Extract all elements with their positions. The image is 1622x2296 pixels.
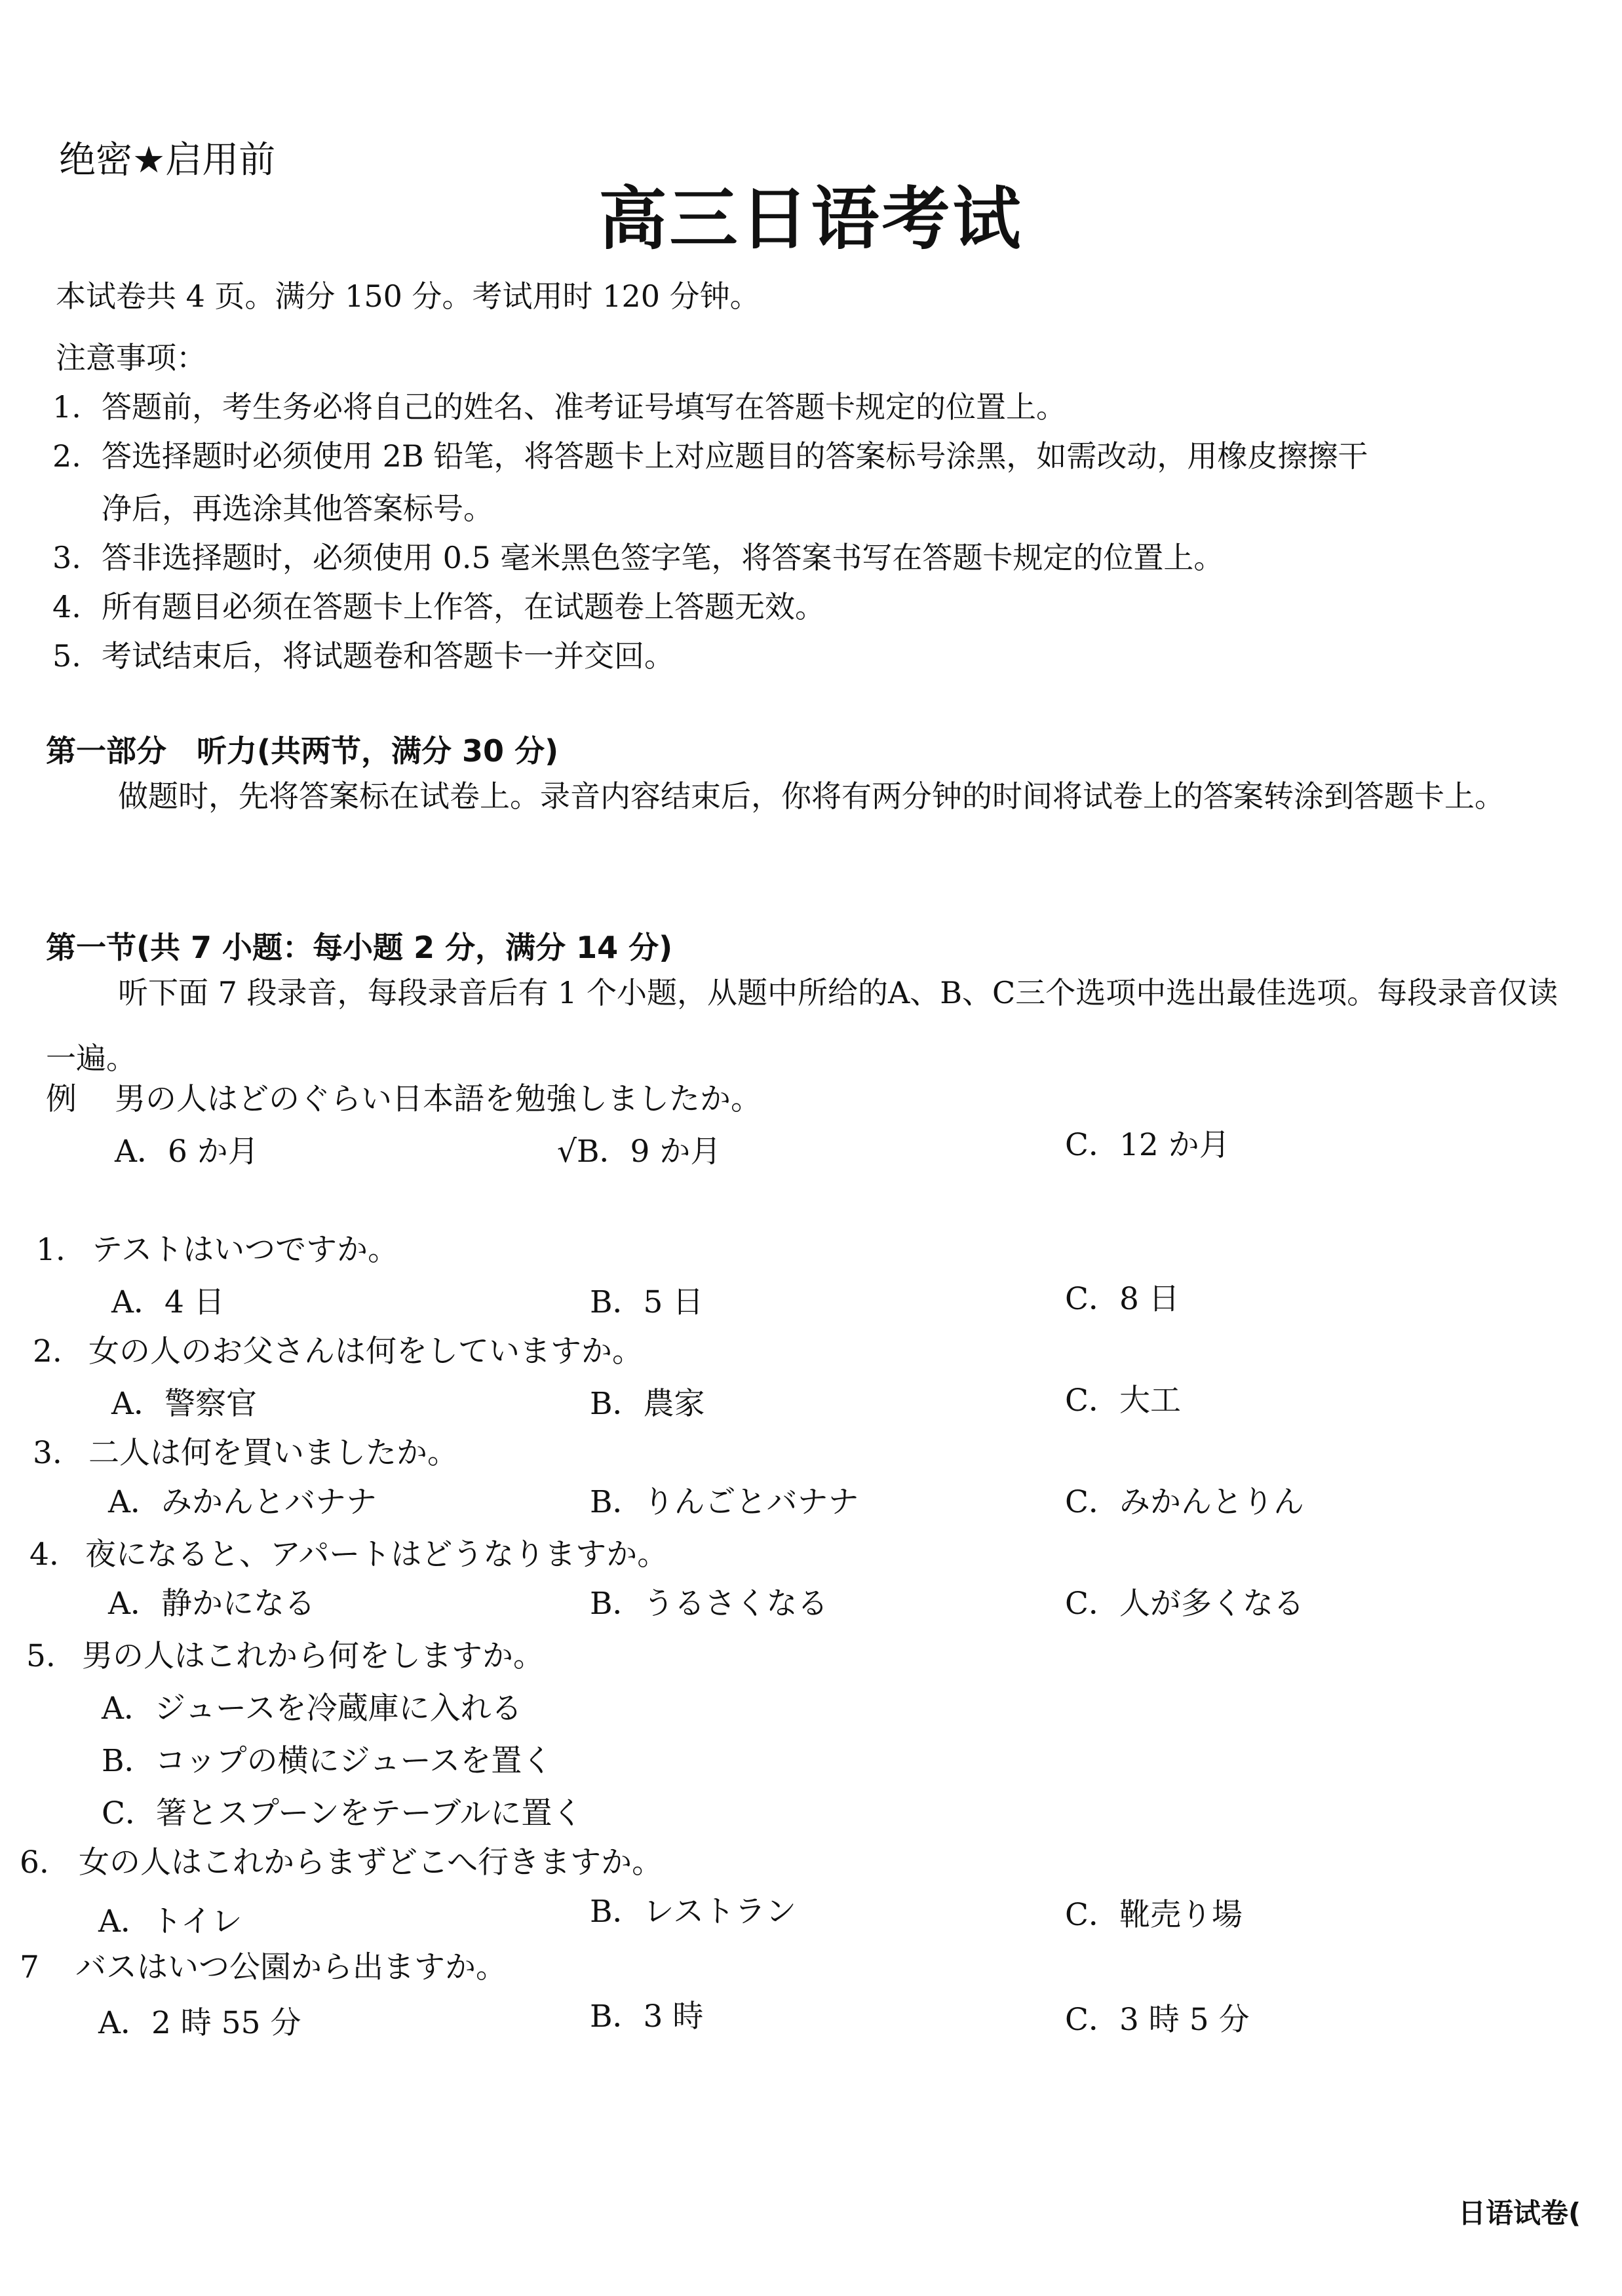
note-number: 4. <box>52 589 81 624</box>
q5-option-a: A．ジュースを冷蔵庫に入れる <box>102 1691 522 1727</box>
q7-option-a: A．2 時 55 分 <box>98 2005 301 2041</box>
page-footer: 日语试卷( <box>1458 2197 1581 2229</box>
q7-option-c: C．3 時 5 分 <box>1065 2002 1250 2038</box>
exam-intro: 本试卷共 4 页。满分 150 分。考试用时 120 分钟。 <box>56 278 760 314</box>
note-item-5 <box>52 632 674 676</box>
q6-option-c: C．靴売り場 <box>1065 1897 1243 1933</box>
note-number: 1. <box>52 389 81 425</box>
example-option-a: A．6 か月 <box>115 1134 259 1170</box>
note-item-1 <box>52 383 1066 427</box>
section1-heading: 第一节(共 7 小题：每小题 2 分，满分 14 分) <box>46 930 673 965</box>
question-number: 2. <box>33 1333 62 1369</box>
q1-option-b: B．5 日 <box>590 1284 704 1320</box>
question-number: 4. <box>29 1537 59 1573</box>
note-text: 考试结束后，将试题卷和答题卡一并交回。 <box>102 638 674 674</box>
q4-option-c: C．人が多くなる <box>1065 1586 1304 1622</box>
question-7 <box>20 1943 507 1987</box>
part1-instruction: 做题时，先将答案标在试卷上。录音内容结束后，你将有两分钟的时间将试卷上的答案转涂到答题卡上。 <box>118 778 1505 814</box>
q4-option-b: B．うるさくなる <box>590 1586 828 1622</box>
example-question <box>46 1075 762 1119</box>
q4-option-a: A．静かになる <box>108 1586 315 1622</box>
question-1 <box>36 1225 398 1269</box>
note-item-4 <box>52 583 825 626</box>
question-number: 5. <box>26 1638 56 1674</box>
note-number: 5. <box>52 638 81 674</box>
note-text: 答题前，考生务必将自己的姓名、准考证号填写在答题卡规定的位置上。 <box>102 389 1066 425</box>
note-number: 2. <box>52 438 81 474</box>
question-number: 7 <box>20 1949 39 1985</box>
note-text: 答非选择题时，必须使用 0.5 毫米黑色签字笔，将答案书写在答题卡规定的位置上。 <box>102 540 1224 575</box>
question-text: テストはいつですか。 <box>92 1232 399 1268</box>
question-number: 3. <box>33 1435 62 1471</box>
question-text: 夜になると、アパートはどうなりますか。 <box>85 1537 668 1573</box>
exam-title: 高三日语考试 <box>598 179 1024 259</box>
q3-option-a: A．みかんとバナナ <box>108 1484 377 1520</box>
question-text: 女の人のお父さんは何をしていますか。 <box>88 1333 643 1369</box>
question-text: 男の人はこれから何をしますか。 <box>82 1638 544 1674</box>
question-3 <box>33 1428 458 1472</box>
note-text: 所有题目必须在答题卡上作答，在试题卷上答题无效。 <box>102 589 825 624</box>
q1-option-c: C．8 日 <box>1065 1281 1180 1317</box>
question-6 <box>20 1838 663 1882</box>
question-4 <box>29 1530 668 1574</box>
example-option-c: C．12 か月 <box>1065 1127 1230 1163</box>
question-text: 男の人はどのぐらい日本語を勉強しましたか。 <box>115 1081 762 1117</box>
q2-option-a: A．警察官 <box>111 1386 257 1422</box>
note-text: 答选择题时必须使用 2B 铅笔，将答题卡上对应题目的答案标号涂黑，如需改动，用橡皮擦擦干 <box>102 438 1368 474</box>
q6-option-b: B．レストラン <box>590 1894 797 1930</box>
q7-option-b: B．3 時 <box>590 1999 704 2035</box>
q1-option-a: A．4 日 <box>111 1284 225 1320</box>
q2-option-b: B．農家 <box>590 1386 705 1422</box>
question-text: 女の人はこれからまずどこへ行きますか。 <box>79 1845 663 1881</box>
part1-heading: 第一部分 听力(共两节，满分 30 分) <box>46 733 559 769</box>
q6-option-a: A．トイレ <box>98 1904 242 1940</box>
note-item-2-continued: 净后，再选涂其他答案标号。 <box>102 491 493 526</box>
notes-heading: 注意事项： <box>56 340 206 375</box>
q2-option-c: C．大工 <box>1065 1383 1181 1419</box>
q5-option-b: B．コップの横にジュースを置く <box>102 1743 553 1779</box>
question-text: バスはいつ公園から出ますか。 <box>75 1949 507 1985</box>
example-option-b: √B．9 か月 <box>557 1134 722 1170</box>
q5-option-c: C．箸とスプーンをテーブルに置く <box>102 1795 583 1831</box>
example-label: 例 <box>46 1081 77 1117</box>
question-text: 二人は何を買いましたか。 <box>88 1435 458 1471</box>
question-number: 6. <box>20 1845 49 1881</box>
note-item-3 <box>52 534 1224 577</box>
q3-option-c: C．みかんとりん <box>1065 1484 1304 1520</box>
question-2 <box>33 1327 643 1371</box>
question-number: 1. <box>36 1232 66 1268</box>
q3-option-b: B．りんごとバナナ <box>590 1484 859 1520</box>
confidential-label: 绝密★启用前 <box>59 139 276 182</box>
section1-instruction: 听下面 7 段录音，每段录音后有 1 个小题，从题中所给的A、B、C三个选项中选出最佳选项。每段录音仅读一遍。 <box>46 975 1558 1076</box>
note-item-2 <box>52 432 1368 476</box>
question-5 <box>26 1632 544 1675</box>
note-number: 3. <box>52 540 81 575</box>
